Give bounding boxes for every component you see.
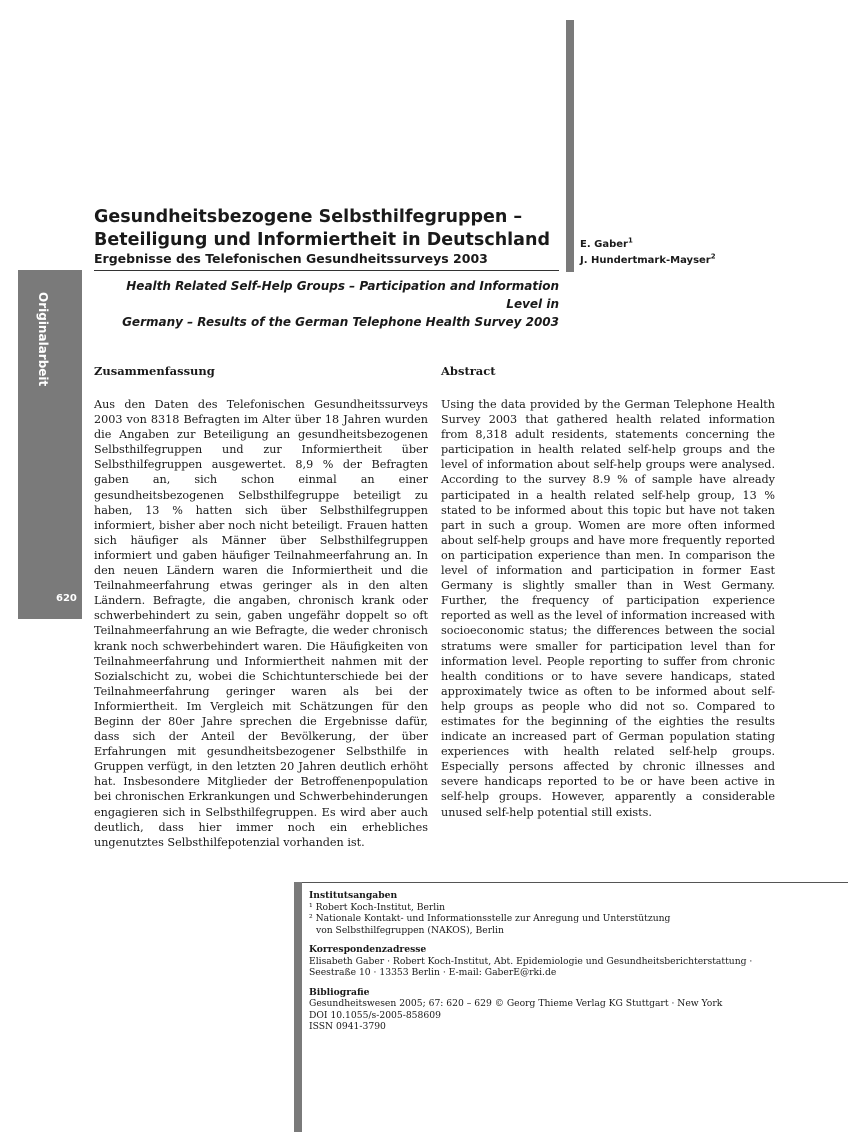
- abstract-section: [441, 364, 775, 820]
- institution-line: ¹ Robert Koch-Institut, Berlin: [309, 901, 446, 913]
- correspondence-heading: Korrespondenzadresse: [309, 944, 427, 955]
- abstract-text: Using the data provided by the German Telephone Health Survey 2003 that gathered health related information from 8,318 adult residents, statements concerning the participation in health related self-help groups and the level of information about self-help groups were analysed. According to the survey 8.9 % of sample have already participated in a health related self-help group, 13 % stated to be informed about this topic but have not taken part in such a group. Women are more often informed about self-help groups and have more frequently reported on participation experience than men. In comparison the level of information and participation in former East Germany is slightly smaller than in West Germany. Further, the frequency of participation experience reported as well as the level of information increased with socioeconomic status; the differences between the social stratums were smaller for participation level than for information level. People reporting to suffer from chronic health conditions or to have severe handicaps, stated approximately twice as often to be informed about self-help groups as people who did not so. Compared to estimates for the beginning of the eighties the results indicate an increased part of German population stating experiences with health related self-help groups. Especially persons affected by chronic illnesses and severe handicaps reported to be or have been active in self-help groups. However, apparently a considerable unused self-help potential still exists.: [441, 398, 775, 819]
- abstract-heading: Abstract: [441, 364, 496, 378]
- top-vertical-bar: [566, 20, 574, 272]
- bibliography-section: [309, 987, 829, 1033]
- article-title: [94, 206, 554, 252]
- institution-section: [309, 890, 829, 936]
- author-affiliation: 1: [627, 236, 633, 245]
- side-tab: [18, 270, 82, 619]
- info-rule: [302, 882, 848, 883]
- english-title-line-1: Health Related Self-Help Groups – Participation and Information Level in: [126, 279, 559, 311]
- institution-heading: Institutsangaben: [309, 890, 398, 901]
- article-info-box: [309, 890, 829, 1041]
- zusammenfassung-section: [94, 364, 428, 850]
- institution-line: von Selbsthilfegruppen (NAKOS), Berlin: [316, 924, 504, 936]
- title-rule: [94, 270, 559, 271]
- article-type-label: Originalarbeit: [36, 292, 50, 387]
- english-title: [94, 277, 559, 331]
- bibliography-heading: Bibliografie: [309, 986, 370, 998]
- page-number: 620: [56, 593, 77, 604]
- zusammenfassung-heading: Zusammenfassung: [94, 364, 215, 378]
- correspondence-line: Elisabeth Gaber · Robert Koch-Institut, Abt. Epidemiologie und Gesundheitsberichterstattung ·: [309, 955, 753, 967]
- info-vertical-bar: [294, 882, 302, 1132]
- institution-line: ² Nationale Kontakt- und Informationsstelle zur Anregung und Unterstützung: [309, 913, 671, 924]
- bibliography-line: Gesundheitswesen 2005; 67: 620 – 629 © Georg Thieme Verlag KG Stuttgart · New York: [309, 998, 723, 1009]
- zusammenfassung-text: Aus den Daten des Telefonischen Gesundheitssurveys 2003 von 8318 Befragten im Alter über 18 Jahren wurden die Angaben zur Beteiligung an gesundheitsbezogenen Selbsthilfegruppen und zur Informiertheit über Selbsthilfegruppen ausgewertet. 8,9 % der Befragten gaben an, sich schon einmal an einer gesundheitsbezogenen Selbsthilfegruppe beteiligt zu haben, 13 % hatten sich über Selbsthilfegruppen informiert, bisher aber noch nicht beteiligt. Frauen hatten sich häufiger als Männer über Selbsthilfegruppen informiert und gaben häufiger Teilnahmeerfahrung an. In den neuen Ländern waren die Informiertheit und die Teilnahmeerfahrung etwas geringer als in den alten Ländern. Befragte, die angaben, chronisch krank oder schwerbehindert zu sein, gaben ungefähr doppelt so oft Teilnahmeerfahrung an wie Befragte, die weder chronisch krank noch schwerbehindert waren. Die Häufigkeiten von Teilnahmeerfahrung und Informiertheit nahmen mit der Sozialschicht zu, wobei die Schichtunterschiede bei der Teilnahmeerfahrung geringer waren als bei der Informiertheit. Im Vergleich mit Schätzungen für den Beginn der 80er Jahre sprechen die Ergebnisse dafür, dass sich der Anteil der Bevölkerung, der über Erfahrungen mit gesundheitsbezogener Selbsthilfe in Gruppen verfügt, in den letzten 20 Jahren deutlich erhöht hat. Insbesondere Mitglieder der Betroffenenpopulation bei chronischen Erkrankungen und Schwerbehinderungen engagieren sich in Selbsthilfegruppen. Es wird aber auch deutlich, dass hier immer noch ein erhebliches ungenutztes Selbsthilfepotenzial vorhanden ist.: [94, 398, 428, 849]
- bibliography-line: DOI 10.1055/s-2005-858609: [309, 1009, 441, 1021]
- article-subtitle: Ergebnisse des Telefonischen Gesundheitssurveys 2003: [94, 251, 488, 266]
- correspondence-section: [309, 944, 829, 979]
- title-line-1: Gesundheitsbezogene Selbsthilfegruppen –: [94, 207, 523, 227]
- author-list: [580, 237, 716, 269]
- author: J. Hundertmark-Mayser$^2$: [580, 252, 716, 266]
- english-title-line-2: Germany – Results of the German Telephone Health Survey 2003: [122, 315, 559, 329]
- author-affiliation: 2: [710, 252, 716, 261]
- title-line-2: Beteiligung und Informiertheit in Deutschland: [94, 230, 550, 250]
- correspondence-line: Seestraße 10 · 13353 Berlin · E-mail: GaberE@rki.de: [309, 967, 557, 978]
- bibliography-line: ISSN 0941-3790: [309, 1021, 386, 1032]
- author: E. Gaber$^1$: [580, 236, 633, 250]
